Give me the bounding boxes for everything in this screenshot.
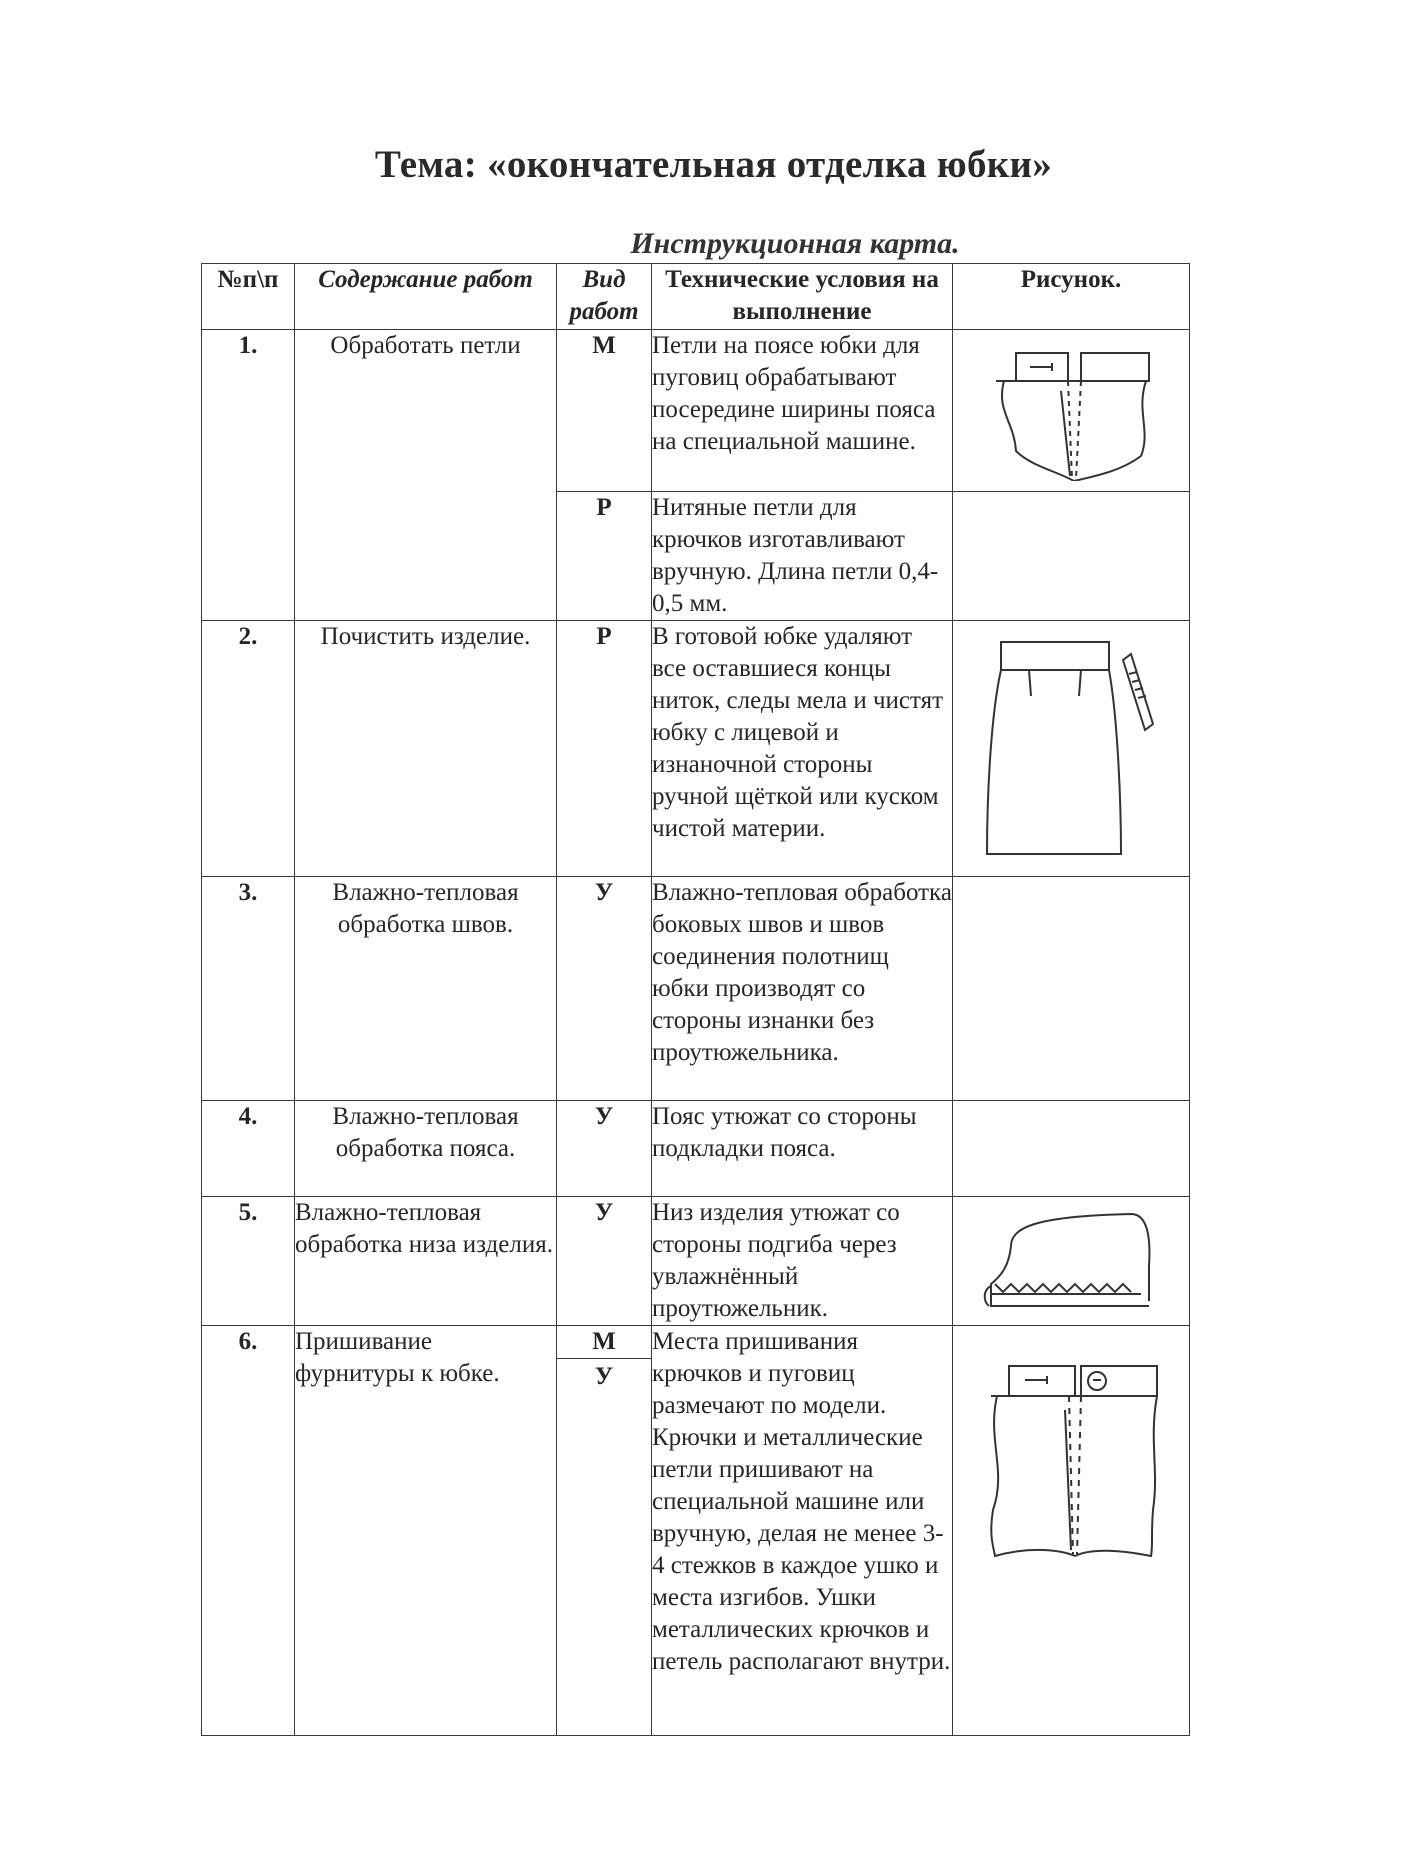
row-type: Р [557,492,652,621]
empty-drawing-cell [953,1101,1190,1197]
hem-ironing-drawing [953,1197,1190,1326]
header-drawing: Рисунок. [953,264,1190,330]
row-work: Влажно-тепловая обработка низа изделия. [295,1197,557,1326]
empty-drawing-cell [953,492,1190,621]
row-type: У [557,1197,652,1326]
header-type: Вид работ [557,264,652,330]
table-row [202,330,1190,492]
table-row [202,621,1190,877]
row-work: Влажно-тепловая обработка пояса. [295,1101,557,1197]
row-conditions: Петли на поясе юбки для пуговиц обрабатывают посередине ширины пояса на специальной машине. [652,330,953,492]
instruction-table [201,263,1190,1736]
table-row [202,1326,1190,1736]
table-row [202,1101,1190,1197]
row-conditions: Пояс утюжат со стороны подкладки пояса. [652,1101,953,1197]
empty-drawing-cell [953,877,1190,1101]
fastener-sewing-drawing [953,1326,1190,1736]
row-conditions: Места пришивания крючков и пуговиц размечают по модели. Крючки и металлические петли пришивают на специальной машине или вручную, делая не менее 3-4 стежков в каждое ушко и места изгибов. Ушки металлических крючков и петель располагают внутри. [652,1326,953,1736]
row-num: 3. [202,877,295,1101]
waistband-buttonhole-drawing [953,330,1190,492]
row-type-cell [557,1326,652,1736]
row-type: У [557,877,652,1101]
row-work: Обработать петли [295,330,557,621]
row-conditions: Нитяные петли для крючков изготавливают вручную. Длина петли 0,4-0,5 мм. [652,492,953,621]
row-num: 2. [202,621,295,877]
skirt-brush-drawing [953,621,1190,877]
row-type: У [557,1101,652,1197]
header-conditions: Технические условия на выполнение [652,264,953,330]
table-header-row [202,264,1190,330]
row-num: 4. [202,1101,295,1197]
row-work: Почистить изделие. [295,621,557,877]
row-conditions: Низ изделия утюжат со стороны подгиба через увлажнённый проутюжельник. [652,1197,953,1326]
table-row [202,1197,1190,1326]
row-work: Влажно-тепловая обработка швов. [295,877,557,1101]
row-num: 1. [202,330,295,621]
row-num: 5. [202,1197,295,1326]
row-type: М [557,1326,651,1359]
page-title: Тема: «окончательная отделка юбки» [374,143,1053,186]
page-subtitle: Инструкционная карта. [630,227,960,260]
table-row [202,877,1190,1101]
header-num: №п\п [202,264,295,330]
row-type: Р [557,621,652,877]
row-type: У [594,1363,614,1390]
header-work: Содержание работ [295,264,557,330]
row-type: М [557,330,652,492]
row-conditions: В готовой юбке удаляют все оставшиеся концы ниток, следы мела и чистят юбку с лицевой и изнаночной стороны ручной щёткой или куском чистой материи. [652,621,953,877]
row-work: Пришивание фурнитуры к юбке. [295,1326,557,1736]
row-num: 6. [202,1326,295,1736]
row-conditions: Влажно-тепловая обработка боковых швов и швов соединения полотнищ юбки производят со стороны изнанки без проутюжельника. [652,877,953,1101]
